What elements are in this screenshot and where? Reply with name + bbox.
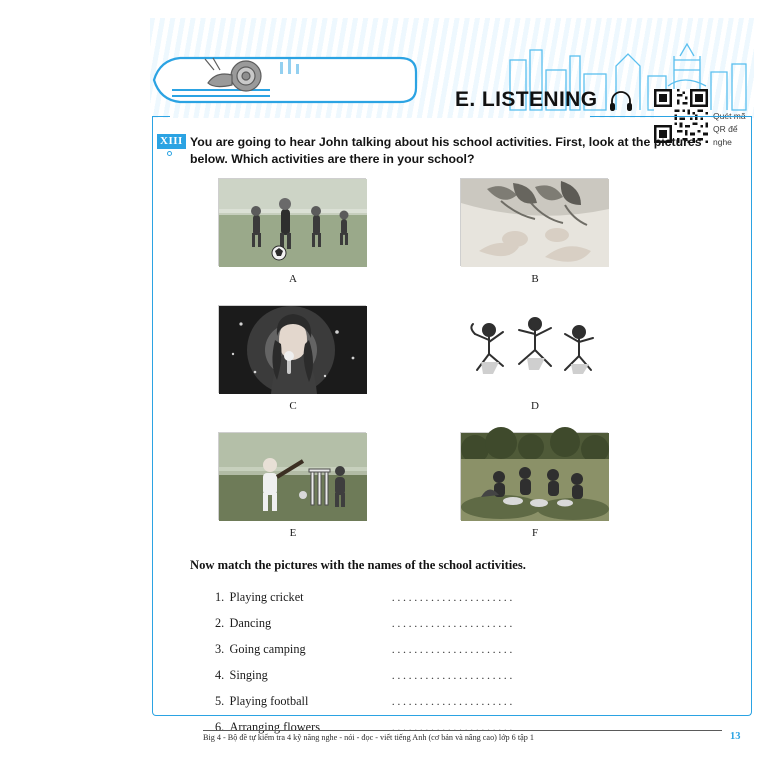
match-answer-blank[interactable]: ...................... [391,667,515,682]
match-number: 4. [215,667,225,682]
exercise-bullet-dot [167,151,172,156]
qr-caption-line-1: Quét mã [713,111,746,121]
page-number: 13 [730,731,741,742]
picture-label-e: E [289,527,297,539]
picture-item-a [218,178,368,285]
match-activity-name: Arranging flowers [229,719,320,734]
photo-flowers-art [461,179,609,267]
picture-item-b [460,178,610,285]
photo-football-art [219,179,367,267]
picture-label-c: C [289,400,297,412]
picture-item-c [218,305,368,412]
match-answer-blank[interactable]: ...................... [391,719,515,734]
match-answer-blank[interactable]: ...................... [391,589,515,604]
match-activity-name: Playing cricket [229,589,304,604]
picture-label-a: A [289,273,297,285]
match-row [215,688,515,714]
match-activity-name: Singing [229,667,268,682]
snail-banner-decoration [150,54,490,106]
match-instruction: Now match the pictures with the names of the school activities. [190,558,526,572]
picture-label-d: D [531,400,539,412]
match-row [215,662,515,688]
photo-dancing-art [461,306,609,394]
footer-note: Big 4 - Bộ đề tự kiểm tra 4 kỹ năng nghe - nói - đọc - viết tiếng Anh (cơ bản và nâng cao) lớp 6 tập 1 [203,733,534,742]
exercise-prompt: You are going to hear John talking about his school activities. First, look at the pictures below. Which activities are there in your school? [190,135,702,166]
match-list [215,584,515,740]
photo-arranging-flowers [460,178,608,266]
picture-label-f: F [531,527,539,539]
photo-camping-art [461,433,609,521]
section-title: E. LISTENING [455,88,598,111]
frame-top-left-rule [152,116,170,117]
frame-top-right-rule [590,116,752,117]
picture-item-e [218,432,368,539]
photo-going-camping [460,432,608,520]
match-activity-name: Going camping [229,641,306,656]
match-row [215,610,515,636]
picture-item-d [460,305,610,412]
match-answer-blank[interactable]: ...................... [391,693,515,708]
match-activity-name: Playing football [229,693,309,708]
footer-divider [203,730,722,731]
picture-item-f [460,432,610,539]
match-number: 3. [215,641,225,656]
match-number: 1. [215,589,225,604]
exercise-number-badge: XIII [157,134,186,149]
match-number: 5. [215,693,225,708]
picture-label-b: B [531,273,539,285]
photo-playing-cricket [218,432,366,520]
match-row [215,584,515,610]
photo-singing-art [219,306,367,394]
match-row [215,636,515,662]
match-answer-blank[interactable]: ...................... [391,615,515,630]
match-number: 6. [215,719,225,734]
picture-grid [190,178,735,548]
photo-cricket-art [219,433,367,521]
headphone-icon [609,90,633,112]
photo-dancing [460,305,608,393]
match-answer-blank[interactable]: ...................... [391,641,515,656]
match-activity-name: Dancing [229,615,272,630]
qr-caption-line-2: QR để nghe [713,124,738,147]
match-number: 2. [215,615,225,630]
photo-playing-football [218,178,366,266]
photo-singing [218,305,366,393]
